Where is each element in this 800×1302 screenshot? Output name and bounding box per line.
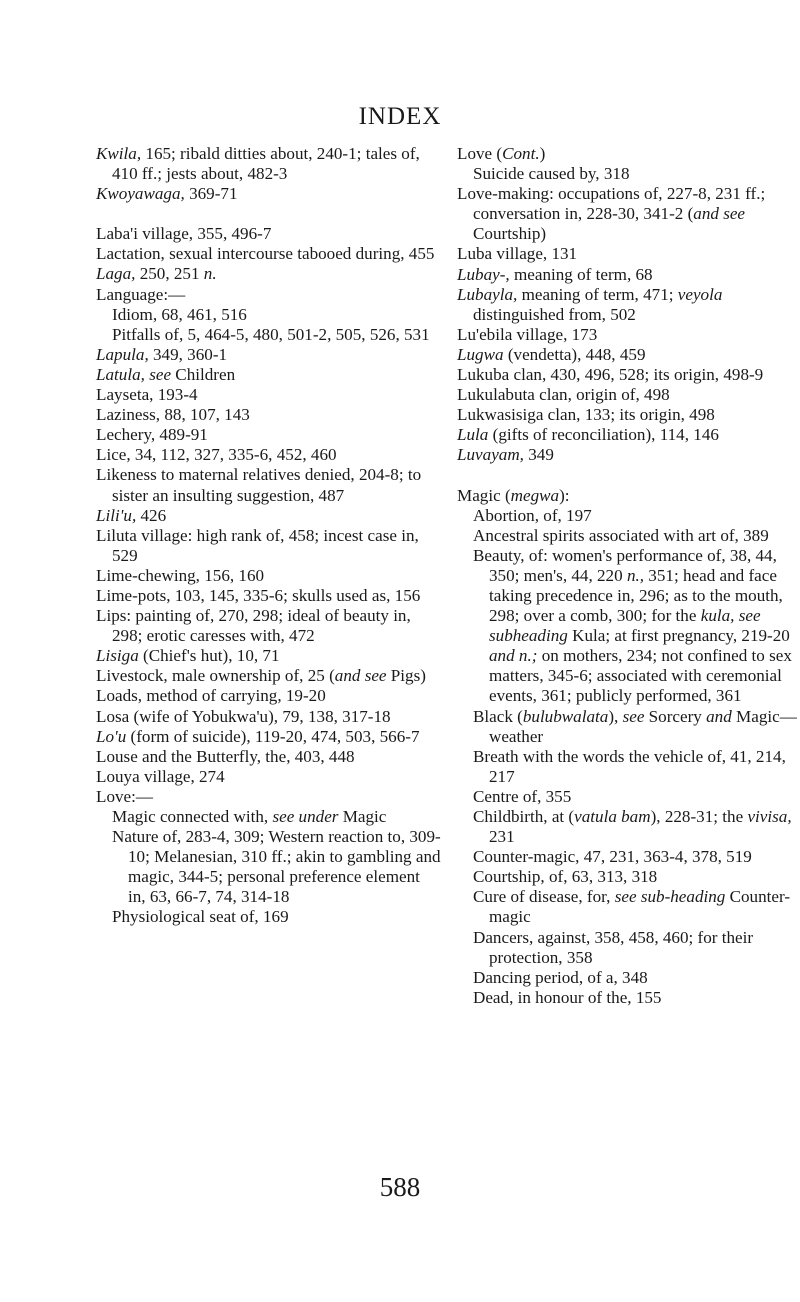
entry-text: Suicide caused by, 318 [473, 164, 630, 184]
index-entry [96, 224, 441, 244]
entry-text: see [622, 706, 645, 726]
index-entry [96, 666, 441, 686]
entry-text: kula, see subheading [489, 606, 761, 646]
index-subentry [457, 787, 800, 807]
entry-text: 349 [523, 445, 554, 465]
index-entry [457, 385, 800, 405]
index-entry [457, 265, 800, 285]
entry-text: Magic—weather [489, 706, 797, 746]
running-header: INDEX [358, 103, 442, 130]
index-entry [457, 425, 800, 445]
entry-text: (vendetta), 448, 459 [503, 344, 646, 364]
entry-text: Lactation, sexual intercourse tabooed during, 455 [96, 244, 435, 264]
entry-text: Loads, method of carrying, 19-20 [96, 686, 326, 706]
entry-text: and see [334, 666, 387, 686]
entry-text: Courtship) [473, 224, 547, 244]
entry-text: Lula [457, 425, 489, 445]
index-entry [96, 526, 441, 566]
entry-text: Lili'u, [96, 505, 137, 525]
entry-text: Lukuba clan, 430, 496, 528; its origin, 498-9 [457, 365, 764, 385]
entry-text: Abortion, of, 197 [473, 505, 592, 525]
index-entry [96, 144, 441, 184]
entry-text: Lubayla, [457, 284, 518, 304]
index-entry [96, 365, 441, 385]
entry-text: Kula; at first pregnancy, 219-20 [567, 626, 790, 646]
index-entry [457, 486, 800, 506]
entry-text: Love:— [96, 786, 153, 806]
entry-text: Louse and the Butterfly, the, 403, 448 [96, 746, 355, 766]
entry-text: Lukulabuta clan, origin of, 498 [457, 385, 670, 405]
index-subentry [96, 807, 441, 827]
entry-text: meaning of term, 68 [509, 264, 653, 284]
index-entry [96, 747, 441, 767]
index-subentry [457, 847, 800, 867]
index-entry [96, 385, 441, 405]
entry-text: Physiological seat of, 169 [112, 907, 289, 927]
entry-text: Lo'u [96, 726, 127, 746]
index-entry [96, 566, 441, 586]
index-entry [96, 425, 441, 445]
entry-text: see [149, 364, 172, 384]
entry-text: Courtship, of, 63, 313, 318 [473, 867, 658, 887]
entry-text: Magic [338, 807, 387, 826]
index-column-right [457, 144, 800, 1008]
entry-text: and [706, 706, 732, 726]
index-subentry [96, 325, 441, 345]
entry-text: 351; head and face taking precedence in, 296; as to the mouth, 298; over a comb, 300; for the [489, 565, 783, 626]
entry-text: Lugwa [457, 344, 504, 364]
entry-text: Lisiga [96, 646, 139, 666]
entry-text: ): [559, 485, 570, 505]
entry-text: Cure of disease, for, [473, 887, 615, 907]
entry-text: 369-71 [184, 184, 238, 204]
entry-text: Childbirth, at ( [473, 807, 575, 826]
entry-text: Laga, [96, 264, 136, 284]
entry-text: and see [693, 204, 746, 224]
entry-text: Beauty, of: women's performance of, 38, 44, 350; men's, 44, 220 [473, 545, 777, 585]
index-entry [96, 646, 441, 666]
entry-text: Centre of, 355 [473, 786, 572, 806]
index-entry [96, 345, 441, 365]
entry-text: Louya village, 274 [96, 766, 225, 786]
entry-text: 349, 360-1 [148, 344, 228, 364]
entry-text: Lukwasisiga clan, 133; its origin, 498 [457, 405, 715, 425]
index-entry [96, 506, 441, 526]
index-entry [96, 727, 441, 747]
index-entry [457, 285, 800, 325]
entry-text: Love-making: occupations of, 227-8, 231 ff.; conversation in, 228-30, 341-2 ( [457, 184, 766, 224]
entry-text: Lice, 34, 112, 327, 335-6, 452, 460 [96, 445, 337, 465]
index-subentry [457, 928, 800, 968]
index-subentry [96, 305, 441, 325]
entry-text: Counter-magic, 47, 231, 363-4, 378, 519 [473, 847, 752, 867]
entry-text: Magic connected with, [112, 807, 273, 826]
entry-text: Nature of, 283-4, 309; Western reaction to, 309-10; Melanesian, 310 ff.; akin to gambling and magic, 344-5; personal preference element in, 63, 66-7, 74, 314-18 [112, 827, 441, 907]
entry-text: Children [171, 364, 236, 384]
index-subentry [457, 887, 800, 927]
index-entry [457, 445, 800, 465]
entry-text: meaning of term, 471; [517, 284, 678, 304]
entry-text: ) [539, 144, 546, 163]
entry-text: bulubwalata [522, 706, 609, 726]
entry-text: (Chief's hut), 10, 71 [138, 646, 280, 666]
entry-text: Latula, [96, 364, 145, 384]
entry-text: and n.; [489, 646, 538, 666]
entry-text: Liluta village: high rank of, 458; incest case in, 529 [96, 525, 419, 565]
index-entry [457, 365, 800, 385]
entry-text: Laba'i village, 355, 496-7 [96, 224, 272, 244]
index-subentry [457, 988, 800, 1008]
entry-text: Likeness to maternal relatives denied, 204-8; to sister an insulting suggestion, 487 [96, 465, 422, 505]
entry-text: Magic ( [457, 485, 511, 505]
index-subentry [457, 164, 800, 184]
entry-text: see sub-heading [614, 887, 726, 907]
entry-text: (form of suicide), 119-20, 474, 503, 566-7 [126, 726, 420, 746]
index-entry [457, 345, 800, 365]
entry-text: Sorcery [644, 706, 707, 726]
entry-text: distinguished from, 502 [473, 304, 636, 324]
index-entry [457, 405, 800, 425]
entry-text: Kwila, [96, 144, 142, 163]
index-entry [96, 184, 441, 204]
entry-text: Idiom, 68, 461, 516 [112, 304, 247, 324]
entry-text: n., [626, 565, 645, 585]
index-entry [457, 184, 800, 244]
entry-text: ), 228-31; the [650, 807, 748, 826]
index-subentry [457, 506, 800, 526]
entry-text: Livestock, male ownership of, 25 ( [96, 666, 335, 686]
entry-text: megwa [510, 485, 560, 505]
index-entry [96, 405, 441, 425]
index-entry [457, 144, 800, 164]
index-entry [457, 325, 800, 345]
page-number: 588 [379, 1172, 421, 1202]
index-entry [96, 767, 441, 787]
entry-text: Lips: painting of, 270, 298; ideal of beauty in, 298; erotic caresses with, 472 [96, 606, 411, 646]
index-subentry [457, 526, 800, 546]
entry-text: see under [272, 807, 339, 826]
index-subentry [457, 747, 800, 787]
entry-text: Dead, in honour of the, 155 [473, 987, 662, 1007]
entry-text: Lime-chewing, 156, 160 [96, 565, 265, 585]
entry-text: 231 [489, 827, 515, 847]
entry-text: 426 [136, 505, 167, 525]
entry-text: 165; ribald ditties about, 240-1; tales of, 410 ff.; jests about, 482-3 [112, 144, 420, 184]
entry-text: Luvayam, [457, 445, 524, 465]
entry-text: Dancers, against, 358, 458, 460; for their protection, 358 [473, 927, 754, 967]
index-entry [96, 606, 441, 646]
entry-text: 250, 251 [135, 264, 204, 284]
index-entry [96, 264, 441, 284]
entry-text: Losa (wife of Yobukwa'u), 79, 138, 317-18 [96, 706, 391, 726]
index-subentry [457, 807, 800, 847]
entry-text: Kwoyawaga, [96, 184, 185, 204]
index-entry [96, 686, 441, 706]
entry-text: Layseta, 193-4 [96, 385, 198, 405]
entry-text: Ancestral spirits associated with art of, 389 [473, 525, 769, 545]
index-subentry [457, 707, 800, 747]
entry-text: Lubay-, [457, 264, 510, 284]
entry-text: on mothers, 234; not confined to sex matters, 345-6; associated with ceremonial events, 361; publicly performed, 361 [489, 646, 792, 706]
index-entry [96, 707, 441, 727]
entry-text: Lu'ebila village, 173 [457, 324, 598, 344]
entry-text: Language:— [96, 284, 186, 304]
entry-text: Love ( [457, 144, 503, 163]
entry-text: Lapula, [96, 344, 149, 364]
entry-text: Lechery, 489-91 [96, 425, 208, 445]
entry-text: Black ( [473, 706, 523, 726]
entry-text: vivisa, [747, 807, 792, 826]
index-entry [96, 586, 441, 606]
index-entry [96, 445, 441, 465]
entry-text: Breath with the words the vehicle of, 41, 214, 217 [473, 746, 786, 786]
entry-text: vatula bam [574, 807, 651, 826]
entry-text: Cont. [502, 144, 540, 163]
index-subentry [96, 827, 441, 907]
index-entry [96, 787, 441, 807]
entry-text: Pitfalls of, 5, 464-5, 480, 501-2, 505, 526, 531 [112, 324, 430, 344]
index-column-left [96, 144, 441, 928]
entry-text: Pigs) [386, 666, 426, 686]
index-entry [96, 244, 441, 264]
entry-text: Dancing period, of a, 348 [473, 967, 648, 987]
entry-text: Lime-pots, 103, 145, 335-6; skulls used as, 156 [96, 585, 421, 605]
index-entry [457, 244, 800, 264]
index-subentry [96, 907, 441, 927]
index-entry [96, 285, 441, 305]
index-subentry [457, 968, 800, 988]
entry-text: Counter-magic [489, 887, 791, 927]
entry-text: Laziness, 88, 107, 143 [96, 405, 250, 425]
index-subentry [457, 867, 800, 887]
entry-text: veyola [677, 284, 723, 304]
index-subentry [457, 546, 800, 707]
entry-text: ), [608, 706, 623, 726]
index-entry [96, 465, 441, 505]
entry-text: n. [203, 264, 217, 284]
entry-text: Luba village, 131 [457, 244, 578, 264]
entry-text: (gifts of reconciliation), 114, 146 [488, 425, 719, 445]
